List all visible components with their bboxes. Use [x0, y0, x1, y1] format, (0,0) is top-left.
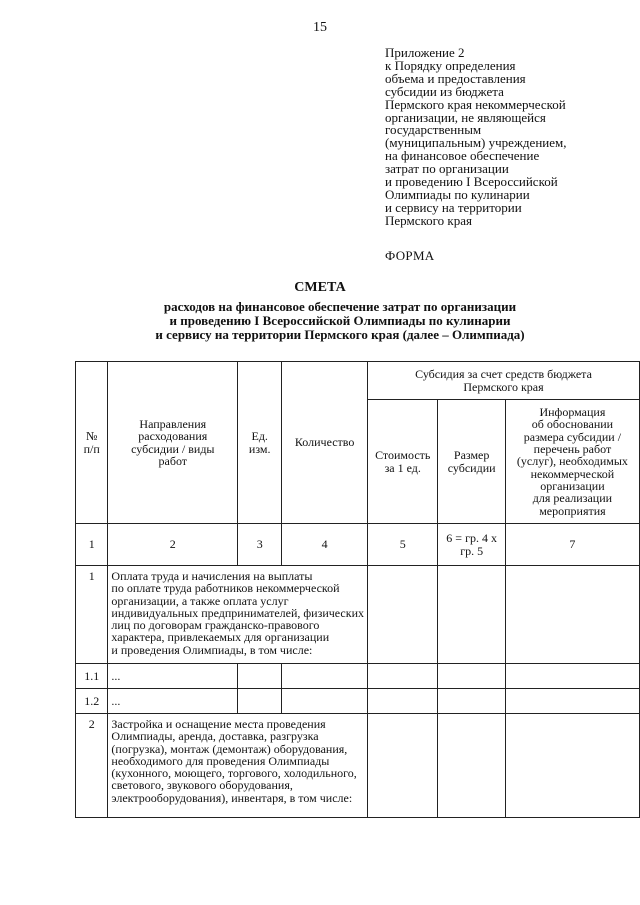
appendix-line: Олимпиады по кулинарии: [385, 186, 530, 202]
row-cell: [438, 664, 505, 689]
table-row: [76, 566, 640, 664]
header-quantity: Количество: [282, 362, 368, 524]
appendix-line: объема и предоставления: [385, 70, 526, 86]
row-cell: [505, 689, 639, 714]
table-row: [76, 664, 640, 689]
row-cell: [368, 566, 438, 664]
column-number: 7: [505, 524, 639, 566]
row-description: ...: [108, 689, 238, 714]
header-num: № п/п: [76, 362, 108, 524]
appendix-line: субсидии из бюджета: [385, 83, 504, 99]
row-cell: [238, 664, 282, 689]
estimate-table: [75, 361, 640, 818]
row-cell: [438, 689, 505, 714]
column-number: 1: [76, 524, 108, 566]
column-number: 2: [108, 524, 238, 566]
row-cell: [438, 714, 505, 818]
row-cell: [368, 689, 438, 714]
header-direction: Направления расходования субсидии / виды работ: [108, 362, 238, 524]
column-number: 3: [238, 524, 282, 566]
subtitle-line: расходов на финансовое обеспечение затрат по организации: [163, 299, 517, 314]
row-cell: [238, 689, 282, 714]
appendix-line: государственным: [385, 122, 482, 138]
row-cell: [368, 714, 438, 818]
row-description: ...: [108, 664, 238, 689]
row-number: 1.1: [76, 664, 108, 689]
header-cost-per-unit: Стоимость за 1 ед.: [368, 400, 438, 524]
subtitle-line: и сервису на территории Пермского края (далее – Олимпиада): [155, 327, 525, 342]
header-unit: Ед. изм.: [238, 362, 282, 524]
row-number: 1.2: [76, 689, 108, 714]
row-description: Застройка и оснащение места проведения Олимпиады, аренда, доставка, разгрузка (погрузка), монтаж (демонтаж) оборудования, необходимого для проведения Олимпиады (кухонного, моющего, торгового, холодильного, светового, звукового оборудования, электрооборудования), инвентаря, в том числе:: [108, 714, 368, 818]
appendix-line: Пермского края: [385, 212, 472, 228]
form-label: ФОРМА: [385, 248, 435, 263]
appendix-line: (муниципальным) учреждением,: [385, 135, 567, 151]
header-subsidy-amount: Размер субсидии: [438, 400, 505, 524]
document-subtitle: [90, 300, 590, 342]
appendix-line: затрат по организации: [385, 161, 509, 177]
header-subsidy-group: Субсидия за счет средств бюджета Пермского края: [368, 362, 640, 400]
column-number: 5: [368, 524, 438, 566]
appendix-line: и сервису на территории: [385, 199, 522, 215]
column-number-row: [76, 524, 640, 566]
row-description: Оплата труда и начисления на выплаты по оплате труда работников некоммерческой организации, а также оплата услуг индивидуальных предпринимателей, физических лиц по договорам гражданско-правового характера, привлекаемых для организации и проведения Олимпиады, в том числе:: [108, 566, 368, 664]
appendix-line: Пермского края некоммерческой: [385, 96, 566, 112]
row-cell: [505, 566, 639, 664]
appendix-line: Приложение 2: [385, 45, 465, 60]
table-row: [76, 714, 640, 818]
row-number: 1: [76, 566, 108, 664]
appendix-line: к Порядку определения: [385, 57, 516, 73]
row-cell: [282, 689, 368, 714]
table-row: [76, 689, 640, 714]
row-cell: [282, 664, 368, 689]
subtitle-line: и проведению I Всероссийской Олимпиады по кулинарии: [169, 313, 511, 328]
row-number: 2: [76, 714, 108, 818]
row-cell: [505, 714, 639, 818]
row-cell: [368, 664, 438, 689]
row-cell: [505, 664, 639, 689]
document-title: СМЕТА: [294, 280, 346, 295]
column-number: 6 = гр. 4 х гр. 5: [438, 524, 505, 566]
header-info: Информация об обосновании размера субсидии / перечень работ (услуг), необходимых некоммерческой организации для реализации мероприятия: [505, 400, 639, 524]
appendix-line: и проведению I Всероссийской: [385, 174, 558, 190]
column-number: 4: [282, 524, 368, 566]
appendix-line: организации, не являющейся: [385, 109, 546, 125]
appendix-line: на финансовое обеспечение: [385, 148, 540, 164]
page-number: 15: [313, 20, 327, 35]
row-cell: [438, 566, 505, 664]
appendix-block: [385, 47, 630, 228]
header-row: [76, 362, 640, 400]
